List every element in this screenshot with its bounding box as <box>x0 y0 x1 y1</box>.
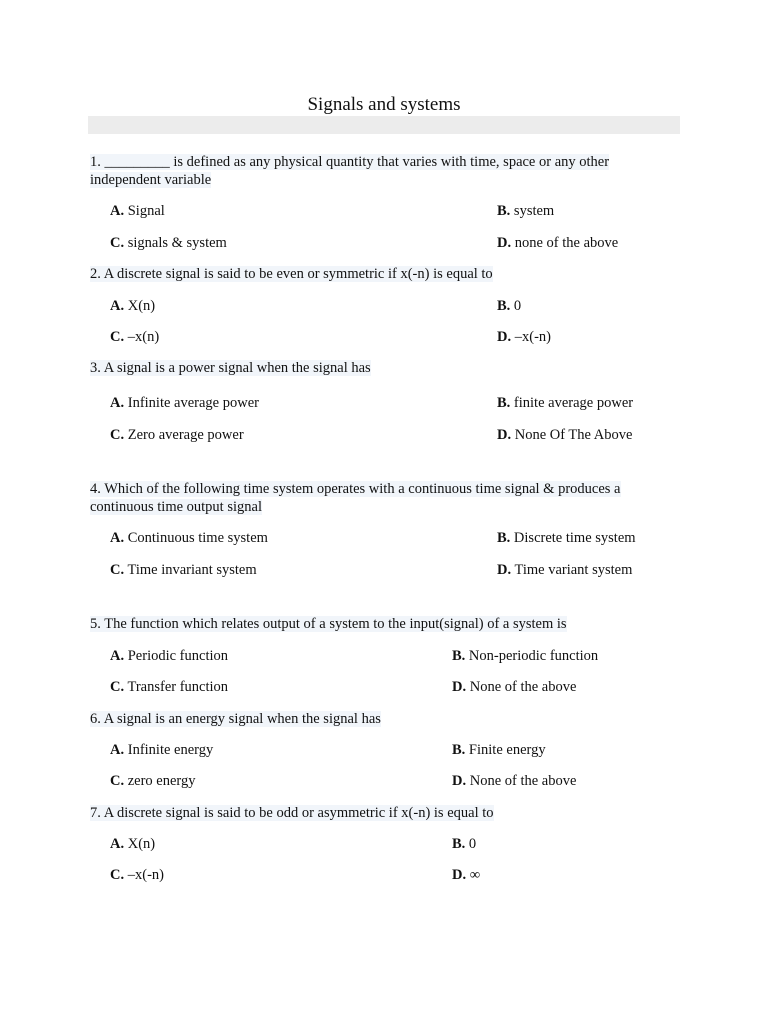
page-title: Signals and systems <box>307 94 461 115</box>
option-d: D. None Of The Above <box>497 427 633 443</box>
question-6 <box>90 710 650 728</box>
option-d: D. ∞ <box>452 867 481 883</box>
option-a: A. X(n) <box>110 836 156 852</box>
option-c: C. Zero average power <box>110 427 244 443</box>
option-a: A. X(n) <box>110 298 156 314</box>
question-text: 5. The function which relates output of a system to the input(signal) of a system is <box>90 616 567 632</box>
option-c: C. Time invariant system <box>110 562 257 578</box>
question-text: 6. A signal is an energy signal when the signal has <box>90 711 381 727</box>
option-b: B. Finite energy <box>452 742 546 758</box>
question-text: 7. A discrete signal is said to be odd or asymmetric if x(-n) is equal to <box>90 805 494 821</box>
question-7 <box>90 804 650 822</box>
option-d: D. –x(-n) <box>497 329 551 345</box>
option-c: C. zero energy <box>110 773 196 789</box>
question-4 <box>90 480 650 516</box>
option-d: D. none of the above <box>497 235 619 251</box>
option-d: D. None of the above <box>452 773 577 789</box>
question-5 <box>90 615 650 633</box>
option-a: A. Infinite average power <box>110 395 259 411</box>
option-c: C. signals & system <box>110 235 227 251</box>
option-a: A. Signal <box>110 203 165 219</box>
option-b: B. Non-periodic function <box>452 648 599 664</box>
option-a: A. Continuous time system <box>110 530 268 546</box>
question-text: 3. A signal is a power signal when the signal has <box>90 360 371 376</box>
option-b: B. 0 <box>497 298 522 314</box>
question-text: 1. _________ is defined as any physical quantity that varies with time, space or any other independent variable <box>90 154 610 188</box>
option-b: B. 0 <box>452 836 477 852</box>
question-3 <box>90 359 650 377</box>
option-b: B. system <box>497 203 555 219</box>
option-d: D. None of the above <box>452 679 577 695</box>
option-a: A. Periodic function <box>110 648 229 664</box>
option-c: C. –x(n) <box>110 329 160 345</box>
title-rule <box>88 116 680 134</box>
question-text: 2. A discrete signal is said to be even or symmetric if x(-n) is equal to <box>90 266 493 282</box>
option-c: C. –x(-n) <box>110 867 164 883</box>
option-d: D. Time variant system <box>497 562 633 578</box>
question-text: 4. Which of the following time system operates with a continuous time signal & produces a continuous time output signal <box>90 481 621 515</box>
option-b: B. Discrete time system <box>497 530 636 546</box>
option-a: A. Infinite energy <box>110 742 214 758</box>
question-1 <box>90 153 650 189</box>
option-c: C. Transfer function <box>110 679 229 695</box>
option-b: B. finite average power <box>497 395 634 411</box>
question-2 <box>90 265 650 283</box>
